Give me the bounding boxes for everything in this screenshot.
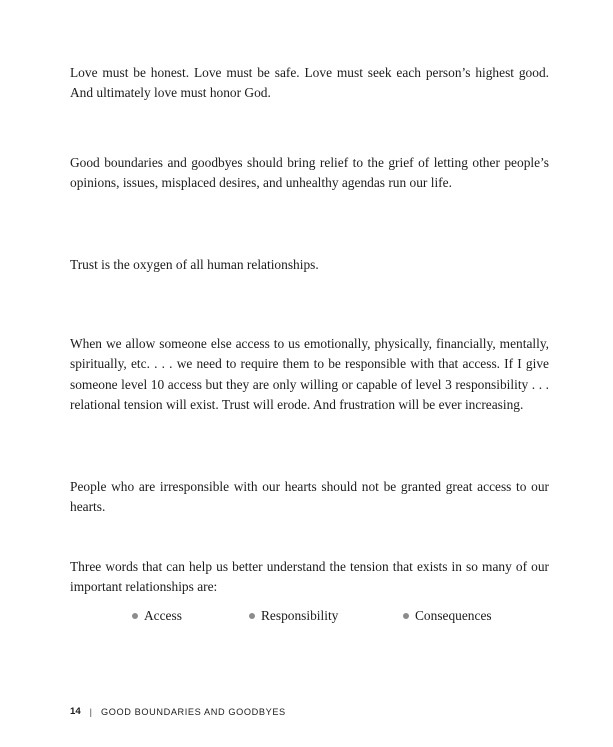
paragraph-three-words: Three words that can help us better understand the tension that exists in so many of our important relationships are: (70, 559, 549, 595)
footer-separator: | (89, 706, 93, 717)
page-number: 14 (70, 706, 81, 717)
bullet-dot-icon (132, 613, 138, 619)
bullet-dot-icon (403, 613, 409, 619)
bullet-item-responsibility (249, 606, 338, 626)
bullet-label: Access (144, 608, 182, 623)
running-title: GOOD BOUNDARIES AND GOODBYES (101, 706, 286, 717)
paragraph-trust-oxygen: Trust is the oxygen of all human relationships. (70, 257, 319, 272)
bullet-item-access (132, 606, 182, 626)
paragraph-love-must-be-honest: Love must be honest. Love must be safe. Love must seek each person’s highest good. And ultimately love must honor God. (70, 65, 549, 101)
bullet-dot-icon (249, 613, 255, 619)
paragraph-irresponsible-hearts: People who are irresponsible with our hearts should not be granted great access to our hearts. (70, 479, 549, 515)
paragraph-access-responsibility: When we allow someone else access to us emotionally, physically, financially, mentally, spiritually, etc. . . . we need to require them to be responsible with that access. If I give someone level 10 access but they are only willing or capable of level 3 responsibility . . . relational tension will exist. Trust will erode. And frustration will be ever increasing. (70, 336, 549, 413)
bullet-list (0, 606, 613, 628)
bullet-label: Consequences (415, 608, 492, 623)
paragraph-good-boundaries-relief: Good boundaries and goodbyes should bring relief to the grief of letting other people’s opinions, issues, misplaced desires, and unhealthy agendas run our life. (70, 155, 549, 191)
page-footer (70, 706, 286, 717)
bullet-item-consequences (403, 606, 492, 626)
bullet-label: Responsibility (261, 608, 339, 623)
